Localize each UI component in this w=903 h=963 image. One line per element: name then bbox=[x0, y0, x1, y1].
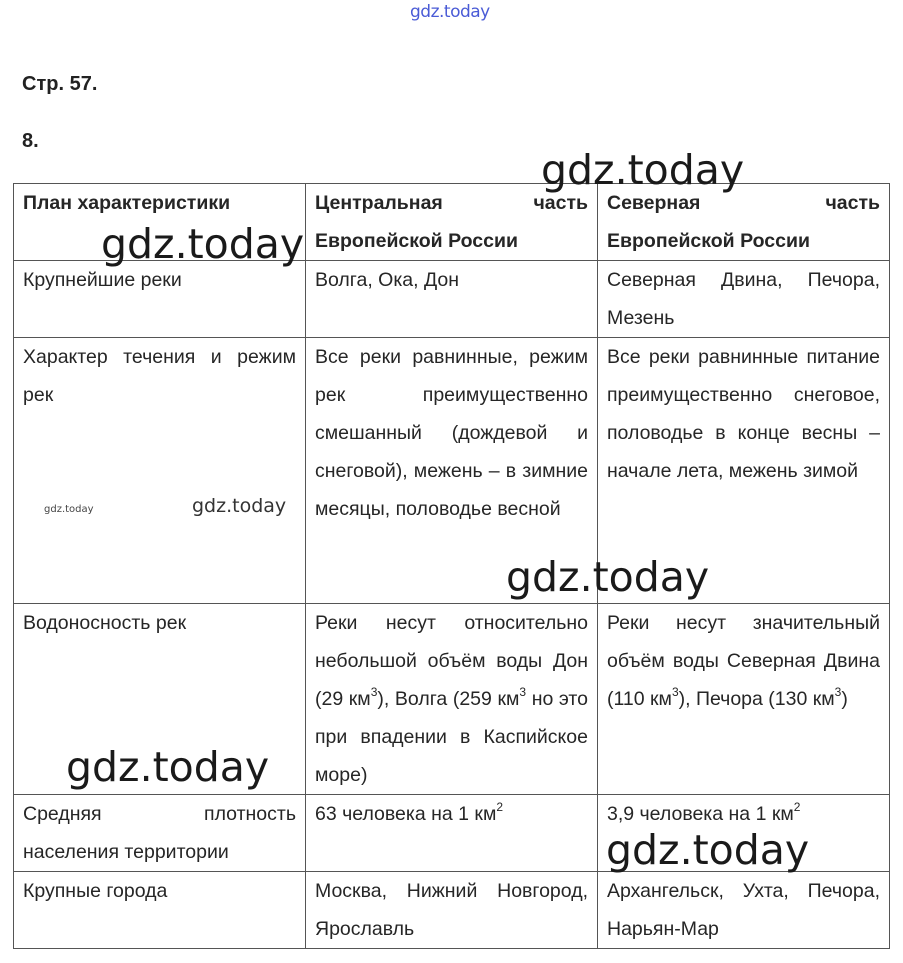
row-feature: Крупные города bbox=[14, 872, 306, 949]
header-northern: Северная часть Европейской России bbox=[598, 184, 890, 261]
row-central: Все реки равнинные, режим рек преимущественно смешанный (дождевой и снеговой), межень – в зимние месяцы, половодье весной bbox=[306, 338, 598, 604]
watermark: gdz.today bbox=[101, 220, 305, 268]
page-reference: Стр. 57. bbox=[22, 73, 98, 95]
table-row bbox=[14, 795, 890, 872]
row-feature: Характер течения и режим рек bbox=[14, 338, 306, 604]
table-row bbox=[14, 261, 890, 338]
task-number: 8. bbox=[22, 130, 39, 152]
row-feature: Водоносность рек bbox=[14, 604, 306, 795]
watermark: gdz.today bbox=[506, 553, 710, 601]
row-central: 63 человека на 1 $км^2$ bbox=[306, 795, 598, 872]
row-feature: Крупнейшие реки bbox=[14, 261, 306, 338]
characteristics-table bbox=[13, 183, 890, 949]
header-central: Центральная часть Европейской России bbox=[306, 184, 598, 261]
header-plan: План характеристики bbox=[14, 184, 306, 261]
watermark: gdz.today bbox=[541, 146, 745, 194]
watermark: gdz.today bbox=[606, 826, 810, 874]
table-header-row bbox=[14, 184, 890, 261]
row-northern: Архангельск, Ухта, Печора, Нарьян-Мар bbox=[598, 872, 890, 949]
row-central: Москва, Нижний Новгород, Ярославль bbox=[306, 872, 598, 949]
row-northern: Реки несут значительный объём воды Северная Двина (110 $км^3$), Печора (130 $км^3$) bbox=[598, 604, 890, 795]
row-northern: Все реки равнинные питание преимущественно снеговое, половодье в конце весны – начале лета, межень зимой bbox=[598, 338, 890, 604]
watermark: gdz.today bbox=[66, 743, 270, 791]
row-central: Волга, Ока, Дон bbox=[306, 261, 598, 338]
row-northern: Северная Двина, Печора, Мезень bbox=[598, 261, 890, 338]
table-row bbox=[14, 338, 890, 604]
table-row bbox=[14, 872, 890, 949]
watermark-logo: gdz.today bbox=[410, 2, 490, 22]
row-northern: 3,9 человека на 1 $км^2$ bbox=[598, 795, 890, 872]
row-feature: Средняя плотность населения территории bbox=[14, 795, 306, 872]
table-row bbox=[14, 604, 890, 795]
watermark: gdz.today bbox=[192, 495, 287, 517]
watermark: gdz.today bbox=[44, 504, 94, 515]
row-central: Реки несут относительно небольшой объём воды Дон (29 $км^3$), Волга (259 $км^3$ но это при впадении в Каспийское море) bbox=[306, 604, 598, 795]
